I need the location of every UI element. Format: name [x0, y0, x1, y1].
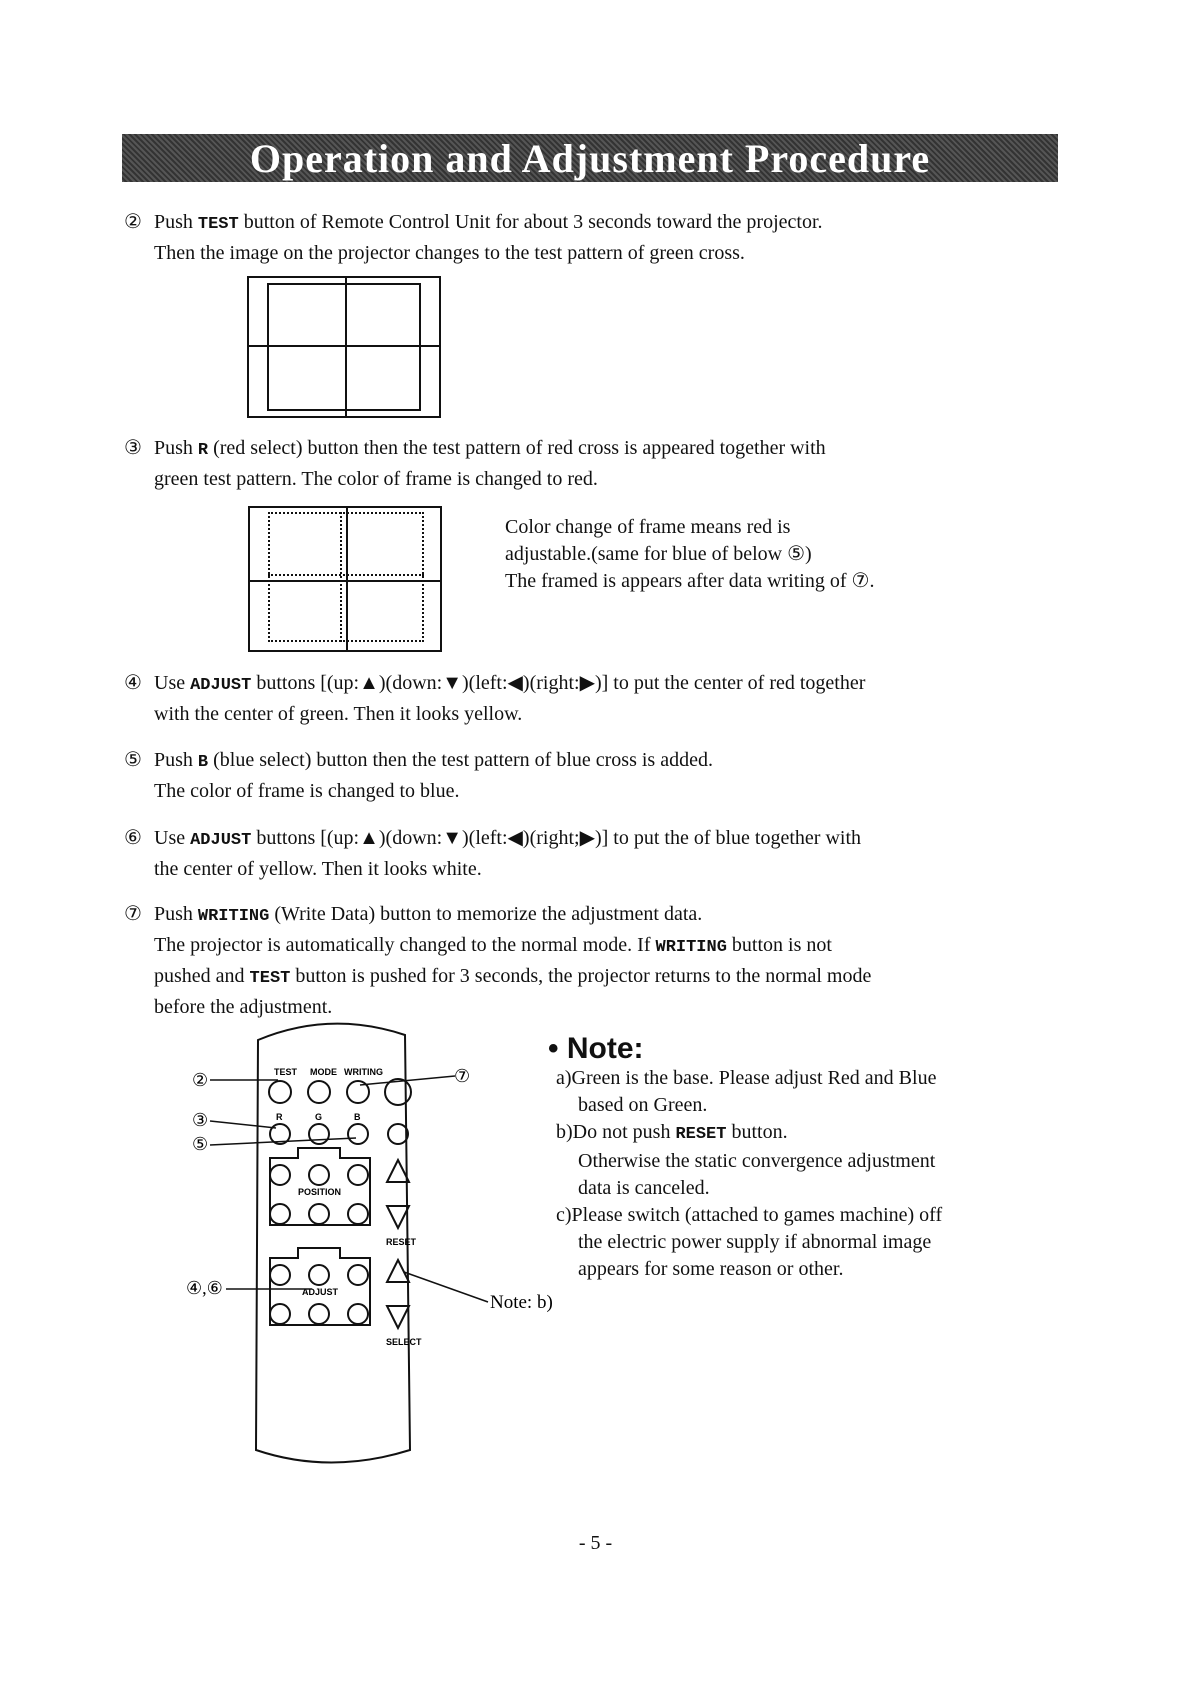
text: (red select) button then the test pattern of red cross is appeared together with [208, 437, 826, 459]
position-down-left-button [270, 1204, 290, 1224]
step-7 [124, 900, 1054, 1021]
step-number: ② [124, 211, 142, 233]
text: Use [154, 827, 191, 849]
text: appears for some reason or other. [578, 1258, 844, 1280]
step-6 [124, 824, 1054, 883]
text: Push [154, 903, 198, 925]
label-position: POSITION [298, 1187, 342, 1197]
mode-button [308, 1081, 330, 1103]
text: button is not [726, 934, 832, 956]
label-reset: RESET [386, 1237, 417, 1247]
position-up-button [309, 1165, 329, 1185]
page-number: - 5 - [578, 1532, 613, 1554]
text: based on Green. [578, 1094, 708, 1116]
text: Push [154, 749, 198, 771]
text: pushed and [154, 965, 250, 987]
reset-triangle-icon [387, 1260, 409, 1282]
page-title-banner [122, 134, 1058, 182]
red-green-cross-pattern [248, 506, 442, 652]
step-3 [124, 434, 1054, 493]
remote-control-diagram [186, 1010, 570, 1480]
aux-button [388, 1124, 408, 1144]
adjust-right-button [348, 1265, 368, 1285]
frame-note [505, 514, 874, 595]
note-a: a)Green is the base. Please adjust Red and Blue [556, 1067, 937, 1089]
text: with the center of green. Then it looks yellow. [154, 703, 523, 725]
b-button [348, 1124, 368, 1144]
step-4 [124, 669, 1054, 728]
position-down-right-button [348, 1204, 368, 1224]
position-right-button [348, 1165, 368, 1185]
text: The color of frame is changed to blue. [154, 780, 460, 802]
text: buttons [(up:▲)(down:▼)(left:◀)(right;▶)] to put the of blue together with [251, 827, 861, 849]
b-button-ref: B [197, 753, 209, 772]
adjust-left-button [270, 1265, 290, 1285]
writing-button-ref: WRITING [197, 907, 270, 926]
adjust-down-right-button [348, 1304, 368, 1324]
adjust-down-button [309, 1304, 329, 1324]
page-title: Operation and Adjustment Procedure [249, 135, 931, 181]
step-5 [124, 746, 1054, 805]
text: green test pattern. The color of frame is changed to red. [154, 468, 598, 490]
reset-button-ref: RESET [675, 1125, 727, 1144]
callout-4-6: ④,⑥ [186, 1278, 223, 1298]
text: Push [154, 211, 198, 233]
text: before the adjustment. [154, 996, 333, 1018]
step-number: ⑥ [124, 827, 142, 849]
label-b: B [354, 1112, 361, 1122]
step-number: ③ [124, 437, 142, 459]
label-mode: MODE [310, 1067, 337, 1077]
text: (blue select) button then the test pattern of blue cross is added. [208, 749, 713, 771]
step-number: ④ [124, 672, 142, 694]
adjust-up-button [309, 1265, 329, 1285]
text: b)Do not push [556, 1121, 676, 1143]
callout-5: ⑤ [192, 1134, 209, 1154]
label-select: SELECT [386, 1337, 422, 1347]
label-test: TEST [274, 1067, 298, 1077]
step-2 [124, 208, 1054, 267]
note-title: • Note: [548, 1032, 644, 1065]
writing-button-ref: WRITING [655, 938, 727, 957]
label-writing: WRITING [344, 1067, 383, 1077]
test-button-ref: TEST [197, 215, 239, 234]
down-triangle-icon [387, 1206, 409, 1228]
test-button-ref: TEST [249, 969, 291, 988]
text: (Write Data) button to memorize the adjustment data. [269, 903, 703, 925]
text: Otherwise the static convergence adjustment [578, 1150, 936, 1172]
text: data is canceled. [578, 1177, 710, 1199]
text: button. [726, 1121, 788, 1143]
green-cross-pattern [247, 276, 441, 418]
text: button of Remote Control Unit for about 3 seconds toward the projector. [238, 211, 823, 233]
step-number: ⑤ [124, 749, 142, 771]
label-g: G [315, 1112, 323, 1122]
text: buttons [(up:▲)(down:▼)(left:◀)(right:▶)] to put the center of red together [251, 672, 866, 694]
text: button is pushed for 3 seconds, the projector returns to the normal mode [290, 965, 872, 987]
step-number: ⑦ [124, 903, 142, 925]
label-r: R [276, 1112, 283, 1122]
text: Then the image on the projector changes to the test pattern of green cross. [154, 242, 745, 264]
text: Use [154, 672, 191, 694]
text: adjustable.(same for blue of below ⑤) [505, 543, 812, 565]
adjust-down-left-button [270, 1304, 290, 1324]
label-adjust: ADJUST [302, 1287, 339, 1297]
adjust-button-ref: ADJUST [190, 831, 252, 850]
text: The projector is automatically changed to the normal mode. If [154, 934, 656, 956]
g-button [309, 1124, 329, 1144]
callout-note-b: Note: b) [490, 1292, 553, 1313]
text: the center of yellow. Then it looks white. [154, 858, 482, 880]
test-button [269, 1081, 291, 1103]
note-c: c)Please switch (attached to games machine) off [556, 1204, 943, 1226]
r-button-ref: R [197, 441, 209, 460]
callout-2: ② [192, 1070, 209, 1090]
select-triangle-icon [387, 1306, 409, 1328]
note-b [556, 1119, 1056, 1148]
position-down-button [309, 1204, 329, 1224]
callout-3: ③ [192, 1110, 209, 1130]
adjust-button-ref: ADJUST [190, 676, 252, 695]
text: Color change of frame means red is [505, 516, 791, 538]
note-body [556, 1065, 1056, 1283]
text: Push [154, 437, 198, 459]
position-left-button [270, 1165, 290, 1185]
text: the electric power supply if abnormal image [578, 1231, 932, 1253]
callout-7: ⑦ [454, 1066, 471, 1086]
text: The framed is appears after data writing of ⑦. [505, 570, 875, 592]
